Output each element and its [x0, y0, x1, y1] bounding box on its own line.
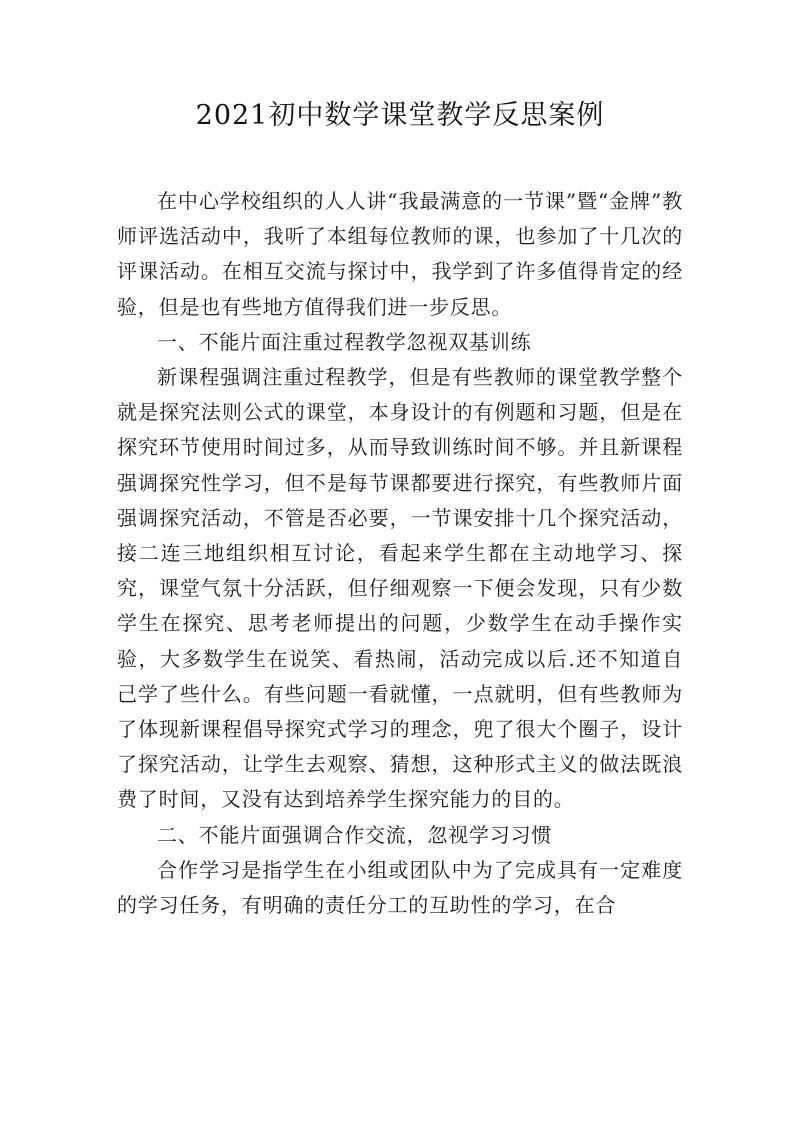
section-heading-2: 二、不能片面强调合作交流，忽视学习习惯: [157, 822, 553, 847]
section-2-paragraph: 合作学习是指学生在小组或团队中为了完成具有一定难度的学习任务，有明确的责任分工的互助性的学习，在合: [117, 857, 683, 918]
section-1-paragraph: 新课程强调注重过程教学，但是有些教师的课堂教学整个就是探究法则公式的课堂，本身设计的有例题和习题，但是在探究环节使用时间过多，从而导致训练时间不够。并且新课程强调探究性学习，但不是每节课都要进行探究，有些教师片面强调探究活动，不管是否必要，一节课安排十几个探究活动，接二连三地组织相互讨论，看起来学生都在主动地学习、探究，课堂气氛十分活跃，但仔细观察一下便会发现，只有少数学生在探究、思考老师提出的问题，少数学生在动手操作实验，大多数学生在说笑、看热闹，活动完成以后.还不知道自己学了些什么。有些问题一看就懂，一点就明，但有些教师为了体现新课程倡导探究式学习的理念，兜了很大个圈子，设计了探究活动，让学生去观察、猜想，这种形式主义的做法既浪费了时间，又没有达到培养学生探究能力的目的。: [117, 365, 683, 812]
intro-paragraph: 在中心学校组织的人人讲“我最满意的一节课”暨“金牌”教师评选活动中，我听了本组每位教师的课，也参加了十几次的评课活动。在相互交流与探讨中，我学到了许多值得肯定的经验，但是也有些地方值得我们进一步反思。: [117, 189, 683, 319]
document-body: [117, 184, 683, 923]
document-title: 2021初中数学课堂教学反思案例: [195, 100, 605, 131]
section-heading-1: 一、不能片面注重过程教学忽视双基训练: [157, 329, 532, 354]
